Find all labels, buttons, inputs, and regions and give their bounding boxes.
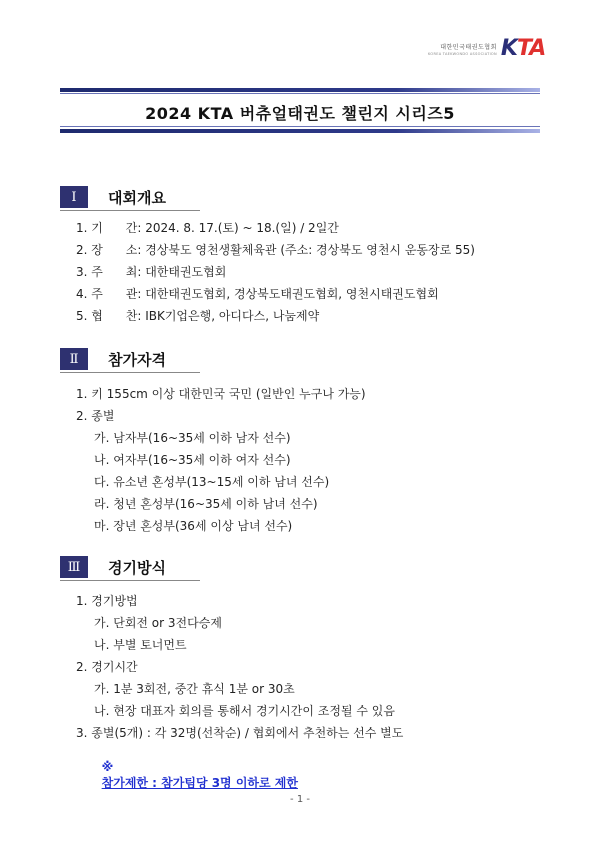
match-method-b: 나. 부별 토너먼트 <box>94 638 187 652</box>
title-band-bottom-thin <box>60 126 540 127</box>
participation-limit-text: 참가제한 : 참가팀당 3명 이하로 제한 <box>101 776 298 790</box>
document-title: 2024 KTA 버츄얼태권도 챌린지 시리즈5 <box>145 104 455 123</box>
section-1-title: 대회개요 <box>108 188 166 207</box>
section-1-underline <box>60 210 200 211</box>
division-senior-mixed: 마. 장년 혼성부(36세 이상 남녀 선수) <box>94 519 293 533</box>
section-3-underline <box>60 580 200 581</box>
section-3-numeral: Ⅲ <box>60 556 88 578</box>
title-band-bottom <box>60 129 540 133</box>
overview-host: 3. 주 최: 대한태권도협회 <box>76 265 227 279</box>
overview-venue: 2. 장 소: 경상북도 영천생활체육관 (주소: 경상북도 영천시 운동장로 55) <box>76 243 475 257</box>
match-time-a: 가. 1분 3회전, 중간 휴식 1분 or 30초 <box>94 682 295 696</box>
match-method: 1. 경기방법 <box>76 594 138 608</box>
division-youth-mixed: 다. 유소년 혼성부(13~15세 이하 남녀 선수) <box>94 475 330 489</box>
logo-name-ko: 대한민국태권도협회 <box>440 44 497 51</box>
participation-limit-note <box>94 746 298 791</box>
section-1-heading <box>60 186 166 208</box>
overview-organizer: 4. 주 관: 대한태권도협회, 경상북도태권도협회, 영천시태권도협회 <box>76 287 439 301</box>
section-1-numeral: Ⅰ <box>60 186 88 208</box>
section-2-title: 참가자격 <box>108 350 166 369</box>
section-2-heading <box>60 348 166 370</box>
division-count: 3. 종별(5개) : 각 32명(선착순) / 협회에서 추천하는 선수 별도 <box>76 726 404 740</box>
division-young-adult-mixed: 라. 청년 혼성부(16~35세 이하 남녀 선수) <box>94 497 318 511</box>
kta-logo-mark: KTA <box>500 36 546 61</box>
match-time-b: 나. 현장 대표자 회의를 통해서 경기시간이 조정될 수 있음 <box>94 704 395 718</box>
overview-period: 1. 기 간: 2024. 8. 17.(토) ~ 18.(일) / 2일간 <box>76 221 339 235</box>
section-2-numeral: Ⅱ <box>60 348 88 370</box>
title-band-top <box>60 88 540 92</box>
division-women: 나. 여자부(16~35세 이하 여자 선수) <box>94 453 291 467</box>
match-time: 2. 경기시간 <box>76 660 138 674</box>
match-method-a: 가. 단회전 or 3전다승제 <box>94 616 222 630</box>
overview-sponsor: 5. 협 찬: IBK기업은행, 아디다스, 나눔제약 <box>76 309 320 323</box>
section-2-underline <box>60 372 200 373</box>
kta-logo <box>428 36 553 62</box>
eligibility-divisions: 2. 종별 <box>76 409 115 423</box>
title-band-top-thin <box>60 93 540 94</box>
section-3-heading <box>60 556 166 578</box>
reference-mark: ※ <box>101 760 114 774</box>
section-3-title: 경기방식 <box>108 558 166 577</box>
division-men: 가. 남자부(16~35세 이하 남자 선수) <box>94 431 291 445</box>
eligibility-height: 1. 키 155cm 이상 대한민국 국민 (일반인 누구나 가능) <box>76 387 366 401</box>
page-number: - 1 - <box>290 794 310 805</box>
logo-name-en: KOREA TAEKWONDO ASSOCIATION <box>428 52 497 56</box>
